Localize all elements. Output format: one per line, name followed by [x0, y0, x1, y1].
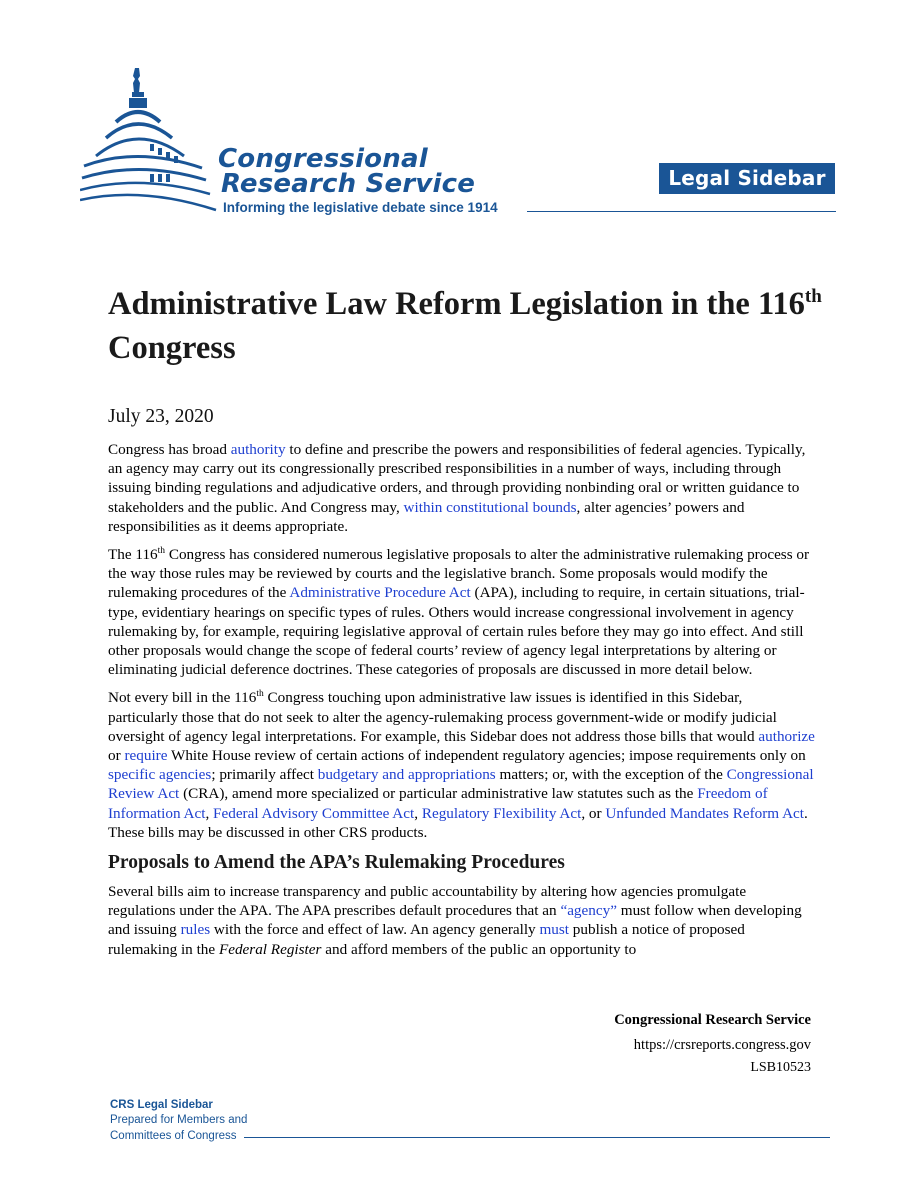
link-congressional-review-act[interactable]: Congressional Review Act [108, 766, 814, 803]
link-authority[interactable]: authority [230, 441, 286, 458]
section-heading: Proposals to Amend the APA’s Rulemaking Procedures [108, 852, 565, 874]
footer-prepared-for: Prepared for Members and [110, 1114, 248, 1126]
link-rules[interactable]: rules [180, 921, 211, 939]
tagline-divider [527, 211, 836, 212]
footer-org-name: Congressional Research Service [614, 1012, 811, 1028]
org-tagline: Informing the legislative debate since 1914 [223, 200, 498, 215]
link-authorize[interactable]: authorize [758, 727, 815, 745]
paragraph-1: Congress has broad authority to define and prescribe the powers and responsibilities of federal agencies. Typically, an agency may carry out its congressionally prescribed responsibilities in a number of ways, including through issuing binding regulations and adjudicative orders, and through providing nonbinding oral or written guidance to stakeholders and the public. And Congress may, within constitutional bounds, alter agencies’ powers and responsibilities as it deems appropriate. [108, 441, 806, 535]
org-name-line2: Research Service [221, 169, 476, 199]
link-require[interactable]: require [124, 747, 168, 765]
document-body [108, 440, 816, 968]
paragraph-4: Several bills aim to increase transparency and public accountability by altering how agencies promulgate regulations under the APA. The APA prescribes default procedures that an “agency” must follow when developing and issuing rules with the force and effect of law. An agency generally must publish a notice of proposed rulemaking in the Federal Register and afford members of the public an opportunity to [108, 883, 802, 958]
legal-sidebar-badge: Legal Sidebar [659, 163, 835, 194]
link-federal-advisory-committee-act[interactable]: Federal Advisory Committee Act [213, 804, 415, 822]
link-agency[interactable]: “agency” [560, 902, 617, 920]
footer-product-id: LSB10523 [750, 1060, 811, 1075]
capitol-dome-logo-icon [80, 64, 220, 214]
footer-divider [244, 1137, 830, 1138]
link-administrative-procedure-act[interactable]: Administrative Procedure Act [289, 584, 471, 602]
link-freedom-of-information-act[interactable]: Freedom of Information Act [108, 785, 768, 822]
paragraph-3: Not every bill in the 116th Congress touching upon administrative law issues is identified in this Sidebar, particularly those that do not seek to alter the agency-rulemaking process government-wide or modify judicial oversight of agency legal interpretations. For example, this Sidebar does not address those bills that would authorize or require White House review of certain actions of independent regulatory agencies; impose requirements only on specific agencies; primarily affect budgetary and appropriations matters; or, with the exception of the Congressional Review Act (CRA), amend more specialized or particular administrative law statutes such as the Freedom of Information Act, Federal Advisory Committee Act, Regulatory Flexibility Act, or Unfunded Mandates Reform Act. These bills may be discussed in other CRS products. [108, 689, 815, 841]
footer-committees: Committees of Congress [110, 1130, 237, 1142]
footer-sidebar-label: CRS Legal Sidebar [110, 1099, 213, 1111]
link-budgetary-appropriations[interactable]: budgetary and appropriations [317, 766, 496, 784]
document-date: July 23, 2020 [108, 406, 214, 427]
footer-url[interactable]: https://crsreports.congress.gov [633, 1037, 811, 1053]
link-regulatory-flexibility-act[interactable]: Regulatory Flexibility Act [421, 804, 582, 822]
link-specific-agencies[interactable]: specific agencies [108, 766, 212, 784]
link-constitutional-bounds[interactable]: within constitutional bounds [403, 498, 577, 516]
document-title: Administrative Law Reform Legislation in the 116th Congress [108, 286, 822, 366]
org-name-line1: Congressional [218, 144, 428, 174]
paragraph-2: The 116th Congress has considered numerous legislative proposals to alter the administrative rulemaking process or the way those rules may be reviewed by courts and the legislative branch. Some proposals would modify the rulemaking procedures of the Administrative Procedure Act (APA), including to require, in certain situations, trial-type, evidentiary hearings on specific types of rules. Others would increase congressional involvement in agency rulemaking by, for example, requiring legislative approval of certain rules before they may go into effect. And still other proposals would change the scope of federal courts’ review of agency legal interpretations by altering or eliminating judicial deference doctrines. These categories of proposals are discussed in more detail below. [108, 545, 810, 679]
link-must[interactable]: must [539, 921, 569, 939]
link-unfunded-mandates-reform-act[interactable]: Unfunded Mandates Reform Act [605, 804, 805, 822]
